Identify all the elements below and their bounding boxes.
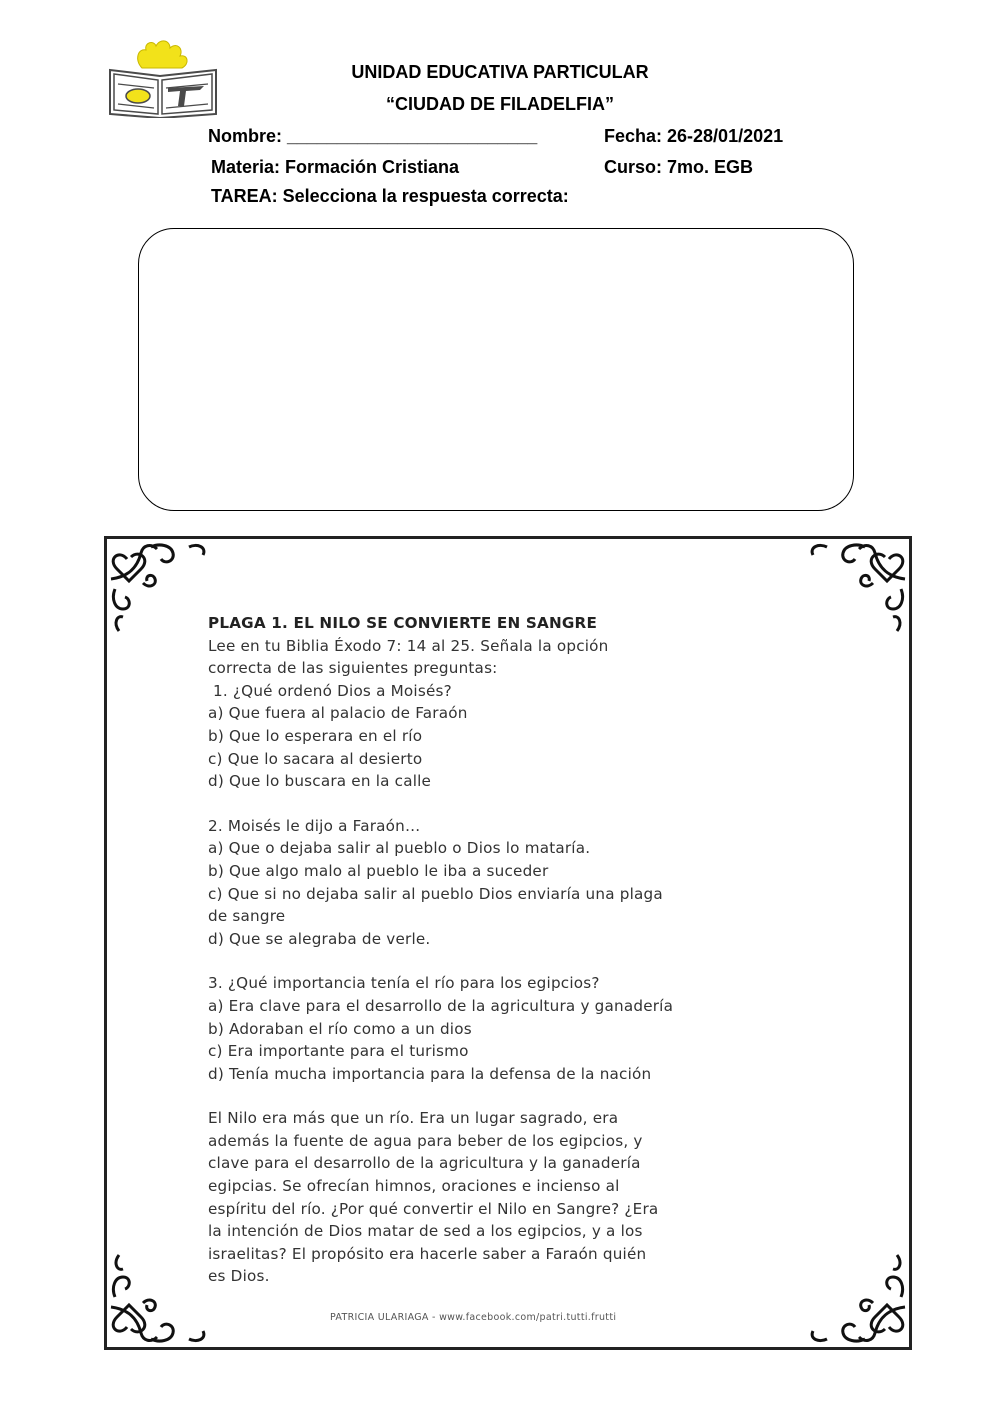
- paragraph-line: espíritu del río. ¿Por qué convertir el Nilo en Sangre? ¿Era: [208, 1199, 659, 1218]
- q2-option-b[interactable]: b) Que algo malo al pueblo le iba a suceder: [208, 861, 549, 880]
- paragraph-line: clave para el desarrollo de la agricultura y la ganadería: [208, 1154, 641, 1173]
- q1-option-a[interactable]: a) Que fuera al palacio de Faraón: [208, 704, 468, 723]
- paragraph-line: es Dios.: [208, 1267, 270, 1286]
- question-1: 1. ¿Qué ordenó Dios a Moisés?: [213, 681, 452, 700]
- question-3: 3. ¿Qué importancia tenía el río para los egipcios?: [208, 974, 600, 993]
- q3-option-b[interactable]: b) Adoraban el río como a un dios: [208, 1019, 472, 1038]
- name-field[interactable]: Nombre: _________________________: [208, 126, 538, 146]
- worksheet-title: PLAGA 1. EL NILO SE CONVIERTE EN SANGRE: [208, 614, 598, 632]
- paragraph-line: El Nilo era más que un río. Era un lugar sagrado, era: [208, 1109, 619, 1128]
- paragraph-line: la intención de Dios matar de sed a los egipcios, y a los: [208, 1222, 643, 1241]
- task-instruction: TAREA: Selecciona la respuesta correcta:: [211, 186, 569, 206]
- q1-option-d[interactable]: d) Que lo buscara en la calle: [208, 772, 432, 791]
- q1-option-c[interactable]: c) Que lo sacara al desierto: [208, 749, 423, 768]
- school-subtitle: “CIUDAD DE FILADELFIA”: [386, 94, 614, 114]
- date-label: Fecha: 26-28/01/2021: [604, 126, 784, 146]
- worksheet-content: [208, 612, 848, 1288]
- school-name: UNIDAD EDUCATIVA PARTICULAR: [351, 62, 649, 82]
- q1-option-b[interactable]: b) Que lo esperara en el río: [208, 726, 423, 745]
- worksheet-footer: PATRICIA ULARIAGA - www.facebook.com/patri.tutti.frutti: [330, 1312, 617, 1323]
- q2-option-d[interactable]: d) Que se alegraba de verle.: [208, 929, 431, 948]
- q3-option-c[interactable]: c) Era importante para el turismo: [208, 1042, 469, 1061]
- question-2: 2. Moisés le dijo a Faraón…: [208, 816, 421, 835]
- paragraph-line: además la fuente de agua para beber de los egipcios, y: [208, 1131, 643, 1150]
- intro-line: correcta de las siguientes preguntas:: [208, 659, 498, 678]
- q2-option-a[interactable]: a) Que o dejaba salir al pueblo o Dios lo mataría.: [208, 839, 591, 858]
- paragraph-line: egipcias. Se ofrecían himnos, oraciones e incienso al: [208, 1177, 620, 1196]
- q2-option-c[interactable]: c) Que si no dejaba salir al pueblo Dios enviaría una plaga: [208, 884, 663, 903]
- course-label: Curso: 7mo. EGB: [604, 157, 754, 177]
- subject-label: Materia: Formación Cristiana: [211, 157, 460, 177]
- answer-box[interactable]: [138, 228, 854, 511]
- paragraph-line: israelitas? El propósito era hacerle saber a Faraón quién: [208, 1244, 647, 1263]
- intro-line: Lee en tu Biblia Éxodo 7: 14 al 25. Señala la opción: [208, 636, 609, 655]
- q3-option-d[interactable]: d) Tenía mucha importancia para la defensa de la nación: [208, 1064, 652, 1083]
- school-logo: [104, 38, 222, 118]
- q2-option-c-cont[interactable]: de sangre: [208, 907, 286, 926]
- q3-option-a[interactable]: a) Era clave para el desarrollo de la agricultura y ganadería: [208, 996, 674, 1015]
